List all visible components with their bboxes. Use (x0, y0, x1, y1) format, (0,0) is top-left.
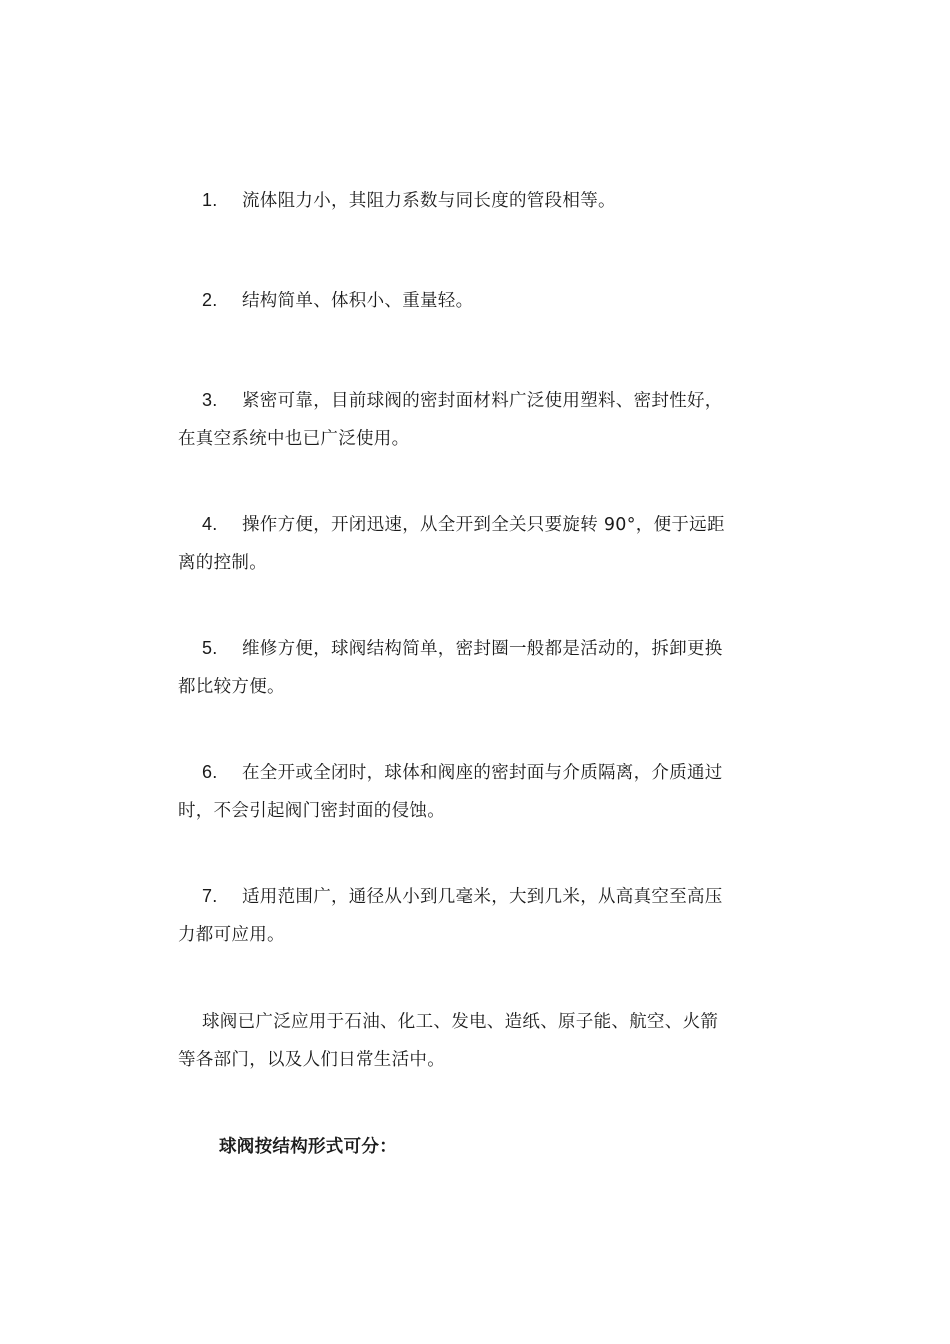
item-number: 4. (202, 514, 218, 534)
summary-paragraph (178, 1003, 764, 1079)
item-text-continued: 都比较方便。 (178, 677, 285, 697)
item-text-continued: 力都可应用。 (178, 925, 285, 945)
item-number: 1. (202, 190, 218, 210)
list-item-5 (178, 629, 764, 706)
item-text: 紧密可靠，目前球阀的密封面材料广泛使用塑料、密封性好， (242, 391, 723, 411)
list-item-7 (178, 877, 764, 954)
item-text-continued: 在真空系统中也已广泛使用。 (178, 429, 410, 449)
item-text: 流体阻力小，其阻力系数与同长度的管段相等。 (242, 191, 616, 211)
item-text: 维修方便，球阀结构简单，密封圈一般都是活动的，拆卸更换 (242, 639, 723, 659)
paragraph-text-continued: 等各部门，以及人们日常生活中。 (178, 1050, 445, 1070)
section-heading: 球阀按结构形式可分： (219, 1137, 397, 1157)
item-number: 3. (202, 390, 218, 410)
item-text: 适用范围广，通径从小到几毫米，大到几米，从高真空至高压 (242, 887, 723, 907)
item-text-continued: 离的控制。 (178, 553, 267, 573)
list-item-6 (178, 753, 764, 830)
list-item-1 (178, 181, 764, 220)
item-text: 结构简单、体积小、重量轻。 (242, 291, 474, 311)
list-item-3 (178, 381, 764, 458)
item-number: 6. (202, 762, 218, 782)
item-text-continued: 时，不会引起阀门密封面的侵蚀。 (178, 801, 445, 821)
list-item-4 (178, 505, 764, 582)
paragraph-text: 球阀已广泛应用于石油、化工、发电、造纸、原子能、航空、火箭 (202, 1012, 719, 1032)
item-number: 7. (202, 886, 218, 906)
item-text: 操作方便，开闭迅速，从全开到全关只要旋转 90°，便于远距 (242, 515, 725, 535)
item-number: 5. (202, 638, 218, 658)
list-item-2 (178, 281, 764, 320)
item-number: 2. (202, 290, 218, 310)
item-text: 在全开或全闭时，球体和阀座的密封面与介质隔离，介质通过 (242, 763, 723, 783)
